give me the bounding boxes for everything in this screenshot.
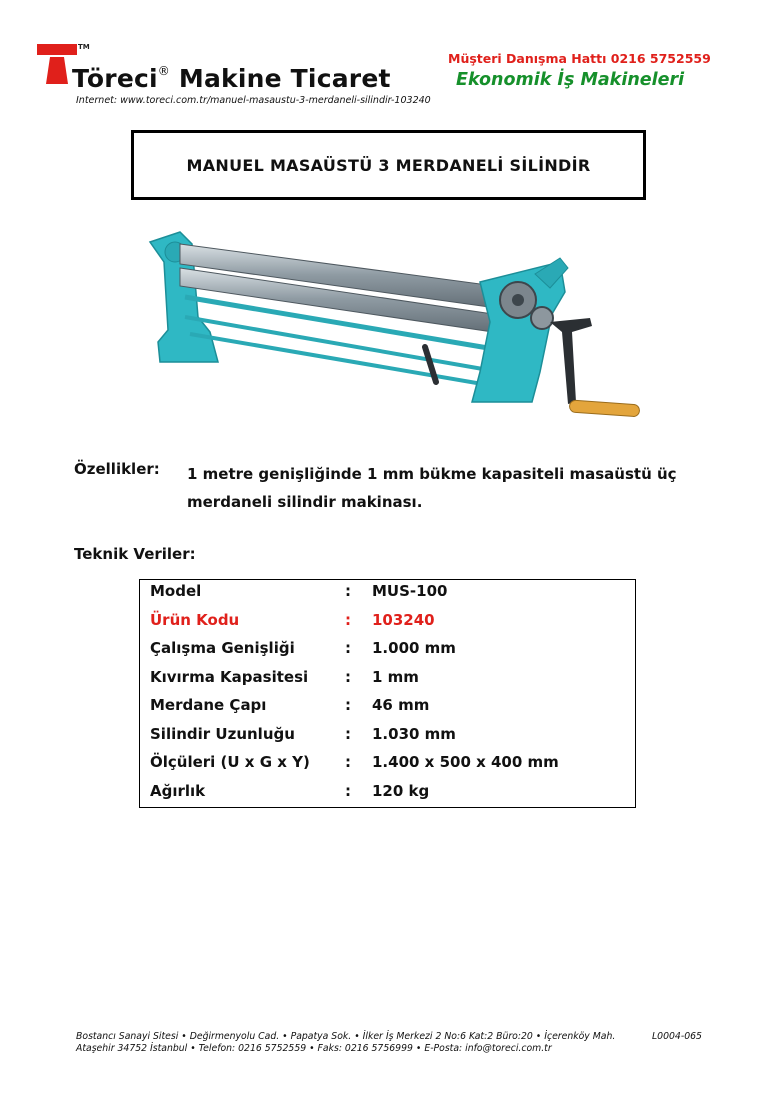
customer-hotline: Müşteri Danışma Hattı 0216 5752559 bbox=[448, 51, 711, 66]
roller-machine-image bbox=[140, 222, 650, 434]
spec-sep: : bbox=[345, 696, 351, 714]
spec-row-cylinder-length bbox=[140, 725, 635, 753]
spec-value: MUS-100 bbox=[372, 582, 448, 600]
spec-key: Ürün Kodu bbox=[150, 610, 240, 629]
brand-name-main: Töreci bbox=[72, 64, 158, 93]
technical-data-label: Teknik Veriler: bbox=[74, 545, 196, 563]
spec-row-model bbox=[140, 582, 635, 610]
spec-sep: : bbox=[345, 781, 351, 800]
spec-row-bending-capacity bbox=[140, 668, 635, 696]
features-label: Özellikler: bbox=[74, 460, 160, 478]
company-slogan: Ekonomik İş Makineleri bbox=[456, 70, 685, 90]
spec-key: Ölçüleri (U x G x Y) bbox=[150, 753, 310, 771]
spec-row-product-code bbox=[140, 611, 635, 639]
spec-key: Ağırlık bbox=[150, 781, 206, 800]
spec-sep: : bbox=[345, 610, 351, 629]
features-text: 1 metre genişliğinde 1 mm bükme kapasiteli masaüstü üç merdaneli silindir makinası. bbox=[187, 465, 677, 511]
spec-sep: : bbox=[345, 667, 351, 686]
spec-sep: : bbox=[345, 582, 351, 600]
trademark-mark: TM bbox=[78, 43, 90, 51]
spec-key: Model bbox=[150, 582, 202, 600]
footer-contact-line: Ataşehir 34752 İstanbul • Telefon: 0216 5752559 • Faks: 0216 5756999 • E-Posta: info@toreci.com.tr bbox=[76, 1043, 552, 1054]
spec-value: 1 mm bbox=[372, 667, 419, 686]
document-code: L0004-065 bbox=[652, 1031, 702, 1042]
page-title: MANUEL MASAÜSTÜ 3 MERDANELİ SİLİNDİR bbox=[186, 155, 591, 175]
spec-sep: : bbox=[345, 639, 351, 657]
spec-key: Kıvırma Kapasitesi bbox=[150, 667, 309, 686]
spec-key: Merdane Çapı bbox=[150, 696, 267, 714]
spec-row-working-width bbox=[140, 639, 635, 667]
spec-table bbox=[139, 579, 636, 808]
registered-mark: ® bbox=[157, 63, 170, 78]
spec-value: 1.000 mm bbox=[372, 639, 456, 657]
toreci-logo-icon bbox=[37, 44, 77, 84]
spec-row-roller-diameter bbox=[140, 696, 635, 724]
spec-key: Silindir Uzunluğu bbox=[150, 724, 295, 743]
spec-sep: : bbox=[345, 724, 351, 743]
brand-name-rest: Makine Ticaret bbox=[178, 64, 391, 93]
spec-value: 120 kg bbox=[372, 781, 430, 800]
spec-value: 1.030 mm bbox=[372, 724, 456, 743]
title-box bbox=[131, 130, 646, 200]
spec-sep: : bbox=[345, 753, 351, 771]
spec-key: Çalışma Genişliği bbox=[150, 639, 295, 657]
spec-value: 1.400 x 500 x 400 mm bbox=[372, 753, 559, 771]
product-url[interactable]: Internet: www.toreci.com.tr/manuel-masaustu-3-merdaneli-silindir-103240 bbox=[76, 95, 431, 106]
footer-address-line: Bostancı Sanayi Sitesi • Değirmenyolu Cad. • Papatya Sok. • İlker İş Merkezi 2 No:6 Kat:2 Büro:20 • İçerenköy Mah. bbox=[76, 1031, 616, 1042]
spec-value: 103240 bbox=[372, 610, 435, 629]
spec-value: 46 mm bbox=[372, 696, 430, 714]
brand-name bbox=[72, 64, 391, 93]
spec-row-weight bbox=[140, 782, 635, 810]
spec-row-dimensions bbox=[140, 753, 635, 781]
